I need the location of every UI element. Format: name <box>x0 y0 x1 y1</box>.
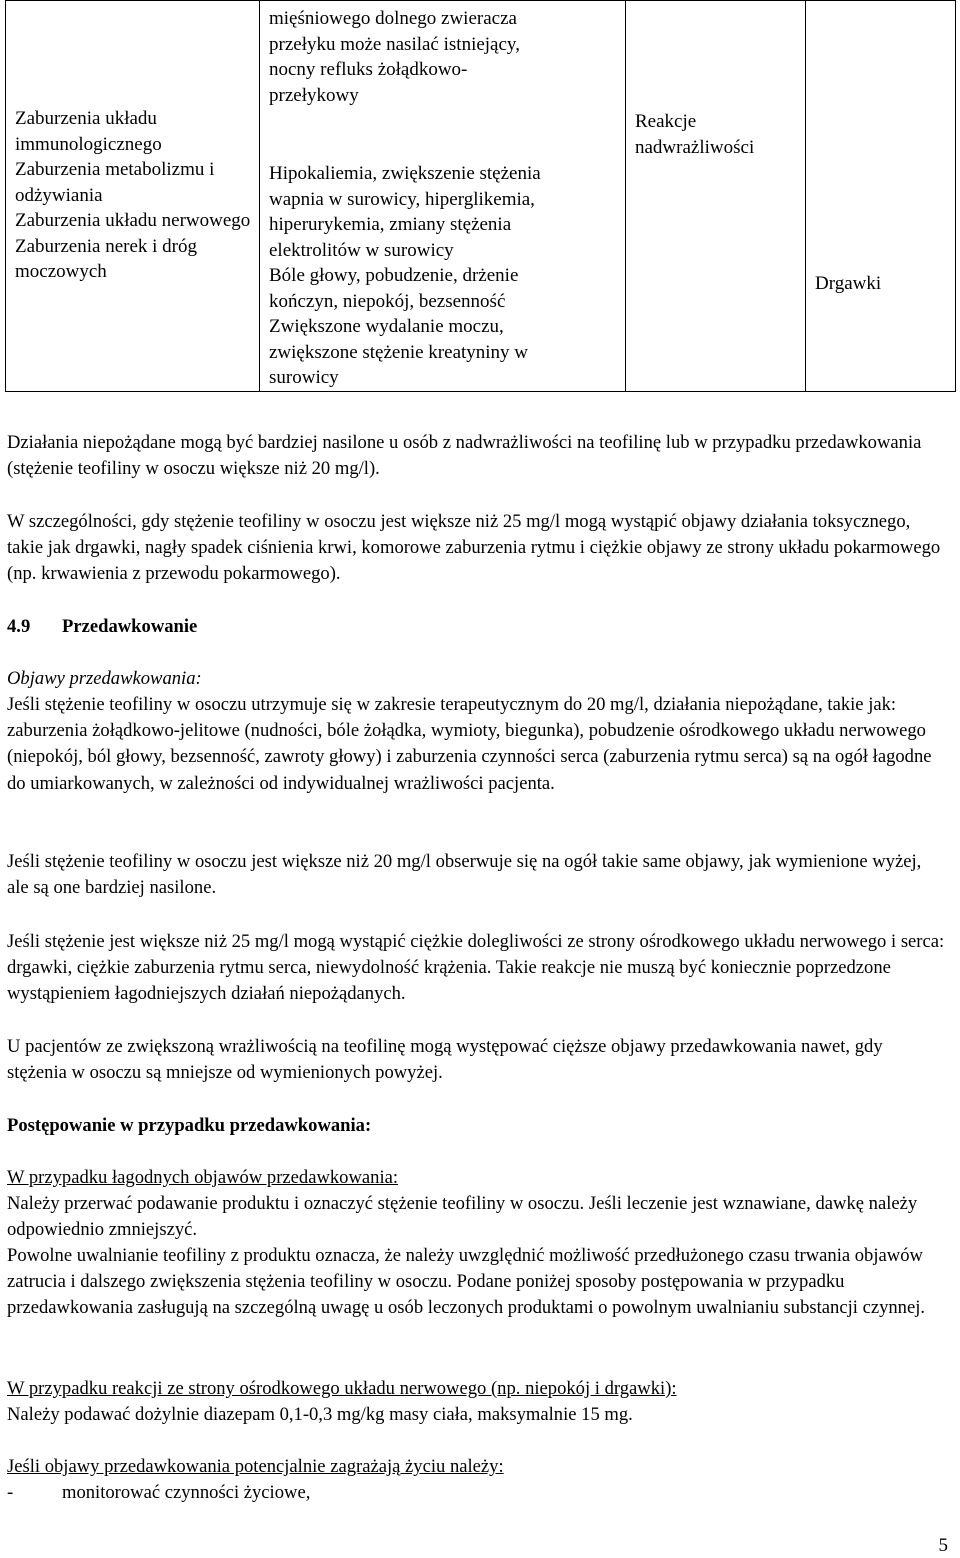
paragraph-toxicity: W szczególności, gdy stężenie teofiliny w osoczu jest większe niż 25 mg/l mogą wystąpić objawy działania toksycznego, takie jak drgawki, nagły spadek ciśnienia krwi, komorowe zaburzenia rytmu i ciężkie objawy ze strony układu pokarmowego (np. krwawienia z przewodu pokarmowego). <box>7 511 941 585</box>
category-metabolism: Zaburzenia metabolizmu i odżywiania <box>15 159 215 206</box>
page-number: 5 <box>938 1535 948 1556</box>
section-heading <box>7 614 947 640</box>
list-dash: - <box>7 1482 14 1503</box>
mild-symptoms-heading: W przypadku łagodnych objawów przedawkowania: <box>7 1167 399 1188</box>
paragraph-slow-release: Powolne uwalnianie teofiliny z produktu oznacza, że należy uwzględnić możliwość przedłużonego czasu trwania objawów zatrucia i dalszego zwiększenia stężenia teofiliny w osoczu. Podane poniżej sposoby postępowania w przypadku przedawkowania zasługują na szczególną uwagę u osób leczonych produktami o powolnym uwalnianiu substancji czynnej. <box>7 1245 926 1319</box>
section-title: Przedawkowanie <box>62 616 198 637</box>
table-cell-very-rare <box>806 1 956 392</box>
table-cell-categories <box>6 1 260 392</box>
management-heading: Postępowanie w przypadku przedawkowania: <box>7 1115 372 1136</box>
life-threatening-heading: Jeśli objawy przedawkowania potencjalnie zagrażają życiu należy: <box>7 1456 504 1477</box>
category-renal: Zaburzenia nerek i dróg moczowych <box>15 235 197 282</box>
cns-reactions-heading: W przypadku reakcji ze strony ośrodkowego układu nerwowego (np. niepokój i drgawki): <box>7 1378 677 1399</box>
paragraph-sensitive-patients: U pacjentów ze zwiększoną wrażliwością na teofilinę mogą występować cięższe objawy przedawkowania nawet, gdy stężenia w osoczu są mniejsze od wymienionych powyżej. <box>7 1036 883 1084</box>
adverse-effects-table <box>5 0 956 392</box>
cell-text-oesophagus: mięśniowego dolnego zwieracza przełyku może nasilać istniejący, nocny refluks żołądkowo- przełykowy <box>269 8 520 106</box>
paragraph-above-20: Jeśli stężenie teofiliny w osoczu jest większe niż 20 mg/l obserwuje się na ogół takie same objawy, jak wymienione wyżej, ale są one bardziej nasilone. <box>7 851 922 899</box>
list-item-text: monitorować czynności życiowe, <box>62 1482 311 1503</box>
table-cell-rare <box>626 1 806 392</box>
paragraph-stop-treatment: Należy przerwać podawanie produktu i oznaczyć stężenie teofiliny w osoczu. Jeśli leczenie jest wznawiane, dawkę należy odpowiednio zmniejszyć. <box>7 1193 918 1241</box>
section-number: 4.9 <box>7 616 31 637</box>
paragraph-above-25: Jeśli stężenie jest większe niż 25 mg/l mogą wystąpić ciężkie dolegliwości ze strony ośrodkowego układu nerwowego i serca: drgawki, ciężkie zaburzenia rytmu serca, niewydolność krążenia. Takie reakcje nie muszą być koniecznie poprzedzone wystąpieniem łagodniejszych działań niepożądanych. <box>7 931 945 1005</box>
cell-text-nervous: Bóle głowy, pobudzenie, drżenie kończyn, niepokój, bezsenność <box>269 265 519 312</box>
paragraph-intensity: Działania niepożądane mogą być bardziej nasilone u osób z nadwrażliwości na teofilinę lub w przypadku przedawkowania (stężenie teofiliny w osoczu większe niż 20 mg/l). <box>7 432 922 480</box>
category-immune: Zaburzenia układu immunologicznego <box>15 108 162 155</box>
cell-text-seizures: Drgawki <box>815 273 882 294</box>
table-cell-frequent <box>260 1 626 392</box>
symptoms-heading: Objawy przedawkowania: <box>7 668 202 689</box>
category-nervous: Zaburzenia układu nerwowego <box>15 210 251 231</box>
cell-text-hypersensitivity: Reakcje nadwrażliwości <box>635 111 755 158</box>
cell-text-renal: Zwiększone wydalanie moczu, zwiększone stężenie kreatyniny w surowicy <box>269 316 529 388</box>
cell-text-metabolism: Hipokaliemia, zwiększenie stężenia wapnia w surowicy, hiperglikemia, hiperurykemia, zmiany stężenia elektrolitów w surowicy <box>269 163 541 261</box>
table-row <box>6 1 956 392</box>
list-item <box>7 1480 947 1506</box>
paragraph-therapeutic-range: Jeśli stężenie teofiliny w osoczu utrzymuje się w zakresie terapeutycznym do 20 mg/l, działania niepożądane, takie jak: zaburzenia żołądkowo-jelitowe (nudności, bóle żołądka, wymioty, biegunka), pobudzenie ośrodkowego układu nerwowego (niepokój, ból głowy, bezsenność, zawroty głowy) i zaburzenia czynności serca (zaburzenia rytmu serca) są na ogół łagodne do umiarkowanych, w zależności od indywidualnej wrażliwości pacjenta. <box>7 694 932 794</box>
paragraph-diazepam: Należy podawać dożylnie diazepam 0,1-0,3 mg/kg masy ciała, maksymalnie 15 mg. <box>7 1404 633 1425</box>
